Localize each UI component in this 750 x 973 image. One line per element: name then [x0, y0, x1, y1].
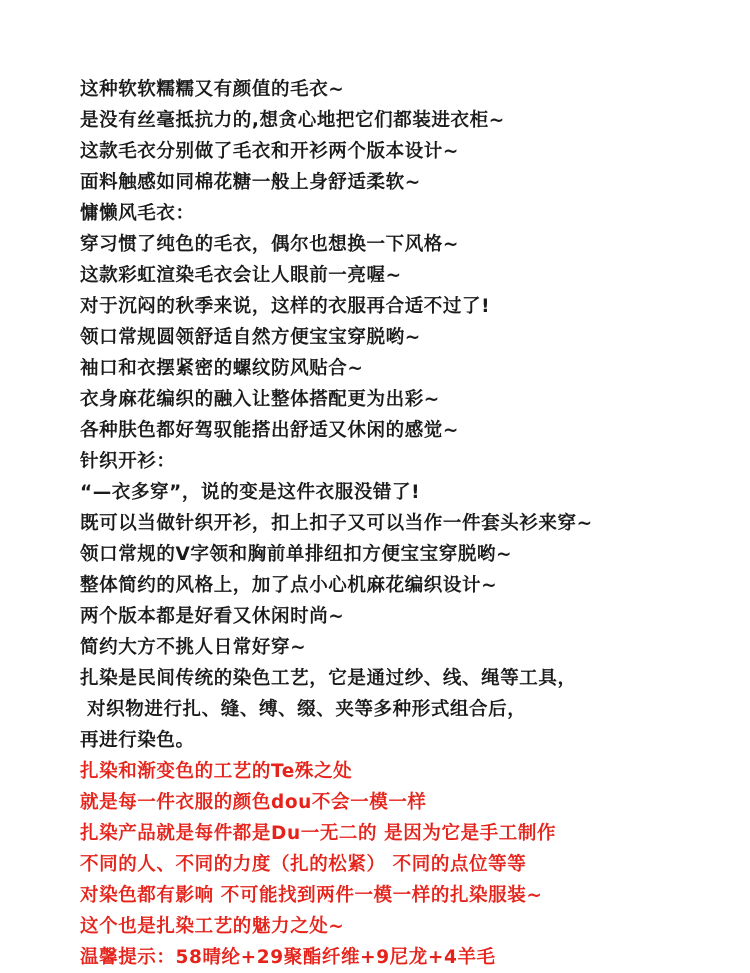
text-line: 袖口和衣摆紧密的螺纹防风贴合~	[80, 358, 364, 379]
highlight-line: 对染色都有影响 不可能找到两件一模一样的扎染服装~	[80, 885, 543, 906]
text-line: 面料触感如同棉花糖一般上身舒适柔软~	[80, 172, 421, 193]
text-line: “—衣多穿”，说的变是这件衣服没错了!	[80, 482, 421, 503]
text-line: 对于沉闷的秋季来说，这样的衣服再合适不过了!	[80, 296, 491, 317]
text-line: 衣身麻花编织的融入让整体搭配更为出彩~	[80, 389, 440, 410]
text-line: 各种肤色都好驾驭能搭出舒适又休闲的感觉~	[80, 420, 460, 441]
text-line: 整体简约的风格上，加了点小心机麻花编织设计~	[80, 575, 498, 596]
text-line: 领口常规圆领舒适自然方便宝宝穿脱哟~	[80, 327, 421, 348]
text-line: 这款彩虹渲染毛衣会让人眼前一亮喔~	[80, 265, 402, 286]
text-line: 既可以当做针织开衫，扣上扣子又可以当作一件套头衫来穿~	[80, 513, 593, 534]
section-heading-lazy-sweater: 慵懒风毛衣：	[80, 203, 195, 224]
text-line: 穿习惯了纯色的毛衣，偶尔也想换一下风格~	[80, 234, 460, 255]
product-description	[80, 74, 730, 973]
highlight-line: 扎染产品就是每件都是Du一无二的 是因为它是手工制作	[80, 823, 557, 844]
highlight-line: 就是每一件衣服的颜色dou不会一模一样	[80, 792, 427, 813]
text-line: 这种软软糯糯又有颜值的毛衣~	[80, 79, 345, 100]
text-line: 是没有丝毫抵抗力的,想贪心地把它们都装进衣柜~	[80, 110, 505, 131]
text-line: 扎染是民间传统的染色工艺，它是通过纱、线、绳等工具，	[80, 668, 577, 689]
highlight-line: 扎染和渐变色的工艺的Te殊之处	[80, 761, 353, 782]
text-line: 简约大方不挑人日常好穿~	[80, 637, 307, 658]
highlight-line: 这个也是扎染工艺的魅力之处~	[80, 916, 345, 937]
text-line: 对织物进行扎、缝、缚、缀、夹等多种形式组合后，	[80, 699, 527, 720]
section-heading-knit-cardigan: 针织开衫：	[80, 451, 176, 472]
highlight-line: 不同的人、不同的力度（扎的松紧） 不同的点位等等	[80, 854, 527, 875]
text-line: 再进行染色。	[80, 730, 195, 751]
material-note: 温馨提示：58晴纶+29聚酯纤维+9尼龙+4羊毛	[80, 947, 496, 968]
text-line: 这款毛衣分别做了毛衣和开衫两个版本设计~	[80, 141, 460, 162]
text-line: 领口常规的V字领和胸前单排纽扣方便宝宝穿脱哟~	[80, 544, 513, 565]
text-line: 两个版本都是好看又休闲时尚~	[80, 606, 345, 627]
